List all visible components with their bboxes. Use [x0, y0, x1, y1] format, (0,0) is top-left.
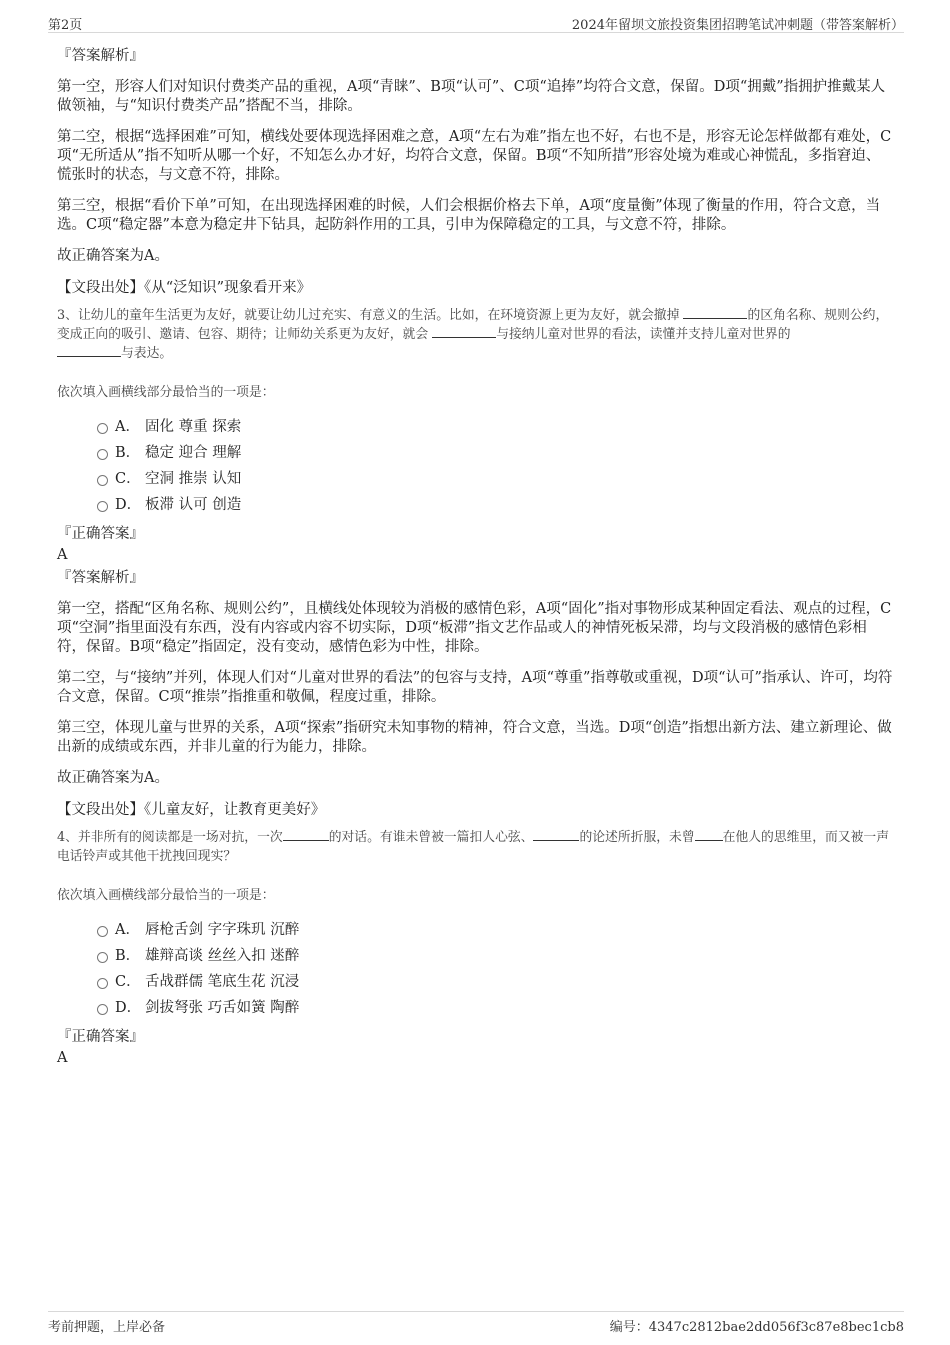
option-b[interactable]: B． 稳定 迎合 理解	[57, 440, 893, 466]
conclusion: 故正确答案为A。	[57, 248, 169, 264]
correct-answer: A	[57, 1050, 68, 1066]
analysis-paragraph: 第三空，根据“看价下单”可知，在出现选择困难的时候，人们会根据价格去下单，A项“度量衡”体现了衡量的作用，符合文意，当选。C项“稳定器”本意为稳定井下钻具，起防斜作用的工具，引申为保障稳定的工具，与文意不符，排除。	[57, 198, 881, 233]
radio-button[interactable]	[97, 449, 108, 460]
analysis-paragraph: 第二空，根据“选择困难”可知，横线处要体现选择困难之意，A项“左右为难”指左也不好，右也不是，形容无论怎样做都有难处，C项“无所适从”指不知听从哪一个好，不知怎么办才好，均符合文意，保留。B项“不知所措”形容处境为难或心神慌乱，多指窘迫、慌张时的状态，与文意不符，排除。	[57, 129, 892, 183]
answer-blank	[533, 828, 579, 841]
conclusion: 故正确答案为A。	[57, 770, 169, 786]
answer-heading: 『正确答案』	[57, 1029, 144, 1045]
answer-blank	[695, 828, 723, 841]
question-instruction: 依次填入画横线部分最恰当的一项是：	[57, 385, 275, 400]
page-footer	[48, 1311, 904, 1336]
radio-button[interactable]	[97, 423, 108, 434]
correct-answer: A	[57, 547, 68, 563]
text-source: 【文段出处】《儿童友好，让教育更美好》	[57, 802, 326, 818]
answer-blank	[57, 344, 121, 357]
analysis-heading: 『答案解析』	[57, 570, 144, 586]
option-b[interactable]: B． 雄辩高谈 丝丝入扣 迷醉	[57, 943, 893, 969]
page-header	[48, 12, 904, 33]
radio-button[interactable]	[97, 978, 108, 989]
page-number: 第2页	[48, 18, 83, 33]
document-id: 编号：4347c2812bae2dd056f3c87e8bec1cb8	[609, 1320, 904, 1335]
options-list	[57, 414, 893, 518]
options-list	[57, 917, 893, 1021]
option-c[interactable]: C． 舌战群儒 笔底生花 沉浸	[57, 969, 893, 995]
option-a[interactable]: A． 固化 尊重 探索	[57, 414, 893, 440]
radio-button[interactable]	[97, 1004, 108, 1015]
document-title: 2024年留坝文旅投资集团招聘笔试冲刺题（带答案解析）	[571, 18, 904, 33]
document-content	[57, 44, 893, 1067]
question-stem: 3、让幼儿的童年生活更为友好，就要让幼儿过充实、有意义的生活。比如，在环境资源上更为友好，就会撤掉 的区角名称、规则公约，变成正向的吸引、邀请、包容、期待；让师幼关系更为友好，就会 与接纳儿童对世界的看法，读懂并支持儿童对世界的 与表达。	[57, 308, 889, 361]
answer-blank	[683, 306, 747, 319]
option-d[interactable]: D． 板滞 认可 创造	[57, 492, 893, 518]
radio-button[interactable]	[97, 952, 108, 963]
analysis-paragraph: 第一空，搭配“区角名称、规则公约”，且横线处体现较为消极的感情色彩，A项“固化”指对事物形成某种固定看法、观点的过程，C项“空洞”指里面没有东西，没有内容或内容不切实际，D项“板滞”指文艺作品或人的神情死板呆滞，均与文段消极的感情色彩相符，保留。B项“稳定”指固定，没有变动，感情色彩为中性，排除。	[57, 601, 892, 655]
radio-button[interactable]	[97, 475, 108, 486]
text-source: 【文段出处】《从“泛知识”现象看开来》	[57, 280, 312, 296]
answer-heading: 『正确答案』	[57, 526, 144, 542]
option-a[interactable]: A． 唇枪舌剑 字字珠玑 沉醉	[57, 917, 893, 943]
analysis-paragraph: 第三空，体现儿童与世界的关系，A项“探索”指研究未知事物的精神，符合文意，当选。D项“创造”指想出新方法、建立新理论、做出新的成绩或东西，并非儿童的行为能力，排除。	[57, 720, 892, 755]
radio-button[interactable]	[97, 926, 108, 937]
question-instruction: 依次填入画横线部分最恰当的一项是：	[57, 888, 275, 903]
footer-slogan: 考前押题，上岸必备	[48, 1320, 166, 1335]
answer-blank	[283, 828, 329, 841]
analysis-paragraph: 第二空，与“接纳”并列，体现人们对“儿童对世界的看法”的包容与支持，A项“尊重”指尊敬或重视，D项“认可”指承认、许可，均符合文意，保留。C项“推崇”指推重和敬佩，程度过重，排除。	[57, 670, 893, 705]
answer-blank	[432, 325, 496, 338]
option-c[interactable]: C． 空洞 推崇 认知	[57, 466, 893, 492]
analysis-heading: 『答案解析』	[57, 48, 144, 64]
question-stem: 4、并非所有的阅读都是一场对抗，一次 的对话。有谁未曾被一篇扣人心弦、 的论述所折服，未曾 在他人的思维里，而又被一声电话铃声或其他干扰拽回现实？	[57, 830, 889, 864]
option-d[interactable]: D． 剑拔弩张 巧舌如簧 陶醉	[57, 995, 893, 1021]
radio-button[interactable]	[97, 501, 108, 512]
analysis-paragraph: 第一空，形容人们对知识付费类产品的重视，A项“青睐”、B项“认可”、C项“追捧”均符合文意，保留。D项“拥戴”指拥护推戴某人做领袖，与“知识付费类产品”搭配不当，排除。	[57, 79, 886, 114]
